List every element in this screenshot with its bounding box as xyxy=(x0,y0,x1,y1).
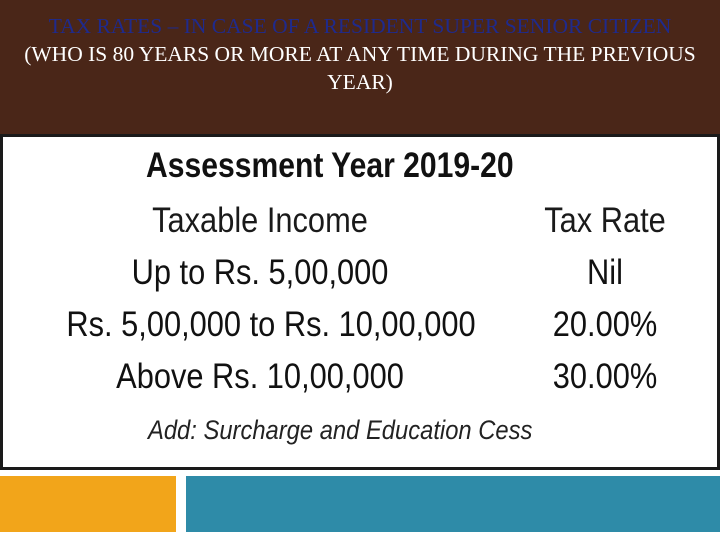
header-taxable-income: Taxable Income xyxy=(152,201,368,240)
assessment-year-heading: Assessment Year 2019-20 xyxy=(146,146,514,185)
rate-cell: 20.00% xyxy=(552,305,658,344)
income-cell: Above Rs. 10,00,000 xyxy=(116,357,404,396)
rate-cell: Nil xyxy=(587,253,623,292)
title-highlight: TAX RATES – IN CASE OF A RESIDENT SUPER SENIOR CITIZEN xyxy=(48,14,672,38)
footer-bar-teal xyxy=(186,476,720,532)
surcharge-note: Add: Surcharge and Education Cess xyxy=(148,415,533,445)
income-cell: Up to Rs. 5,00,000 xyxy=(131,253,389,292)
header-tax-rate: Tax Rate xyxy=(544,201,666,240)
table-row xyxy=(0,247,720,299)
income-cell: Rs. 5,00,000 to Rs. 10,00,000 xyxy=(66,305,476,344)
table-header-row xyxy=(0,195,720,247)
table-row xyxy=(0,351,720,403)
title-banner xyxy=(0,0,720,134)
slide-title xyxy=(20,12,700,96)
rate-cell: 30.00% xyxy=(552,357,658,396)
table-row xyxy=(0,299,720,351)
footer-bar-orange xyxy=(0,476,176,532)
title-rest: (WHO IS 80 YEARS OR MORE AT ANY TIME DURING THE PREVIOUS YEAR) xyxy=(24,42,696,94)
